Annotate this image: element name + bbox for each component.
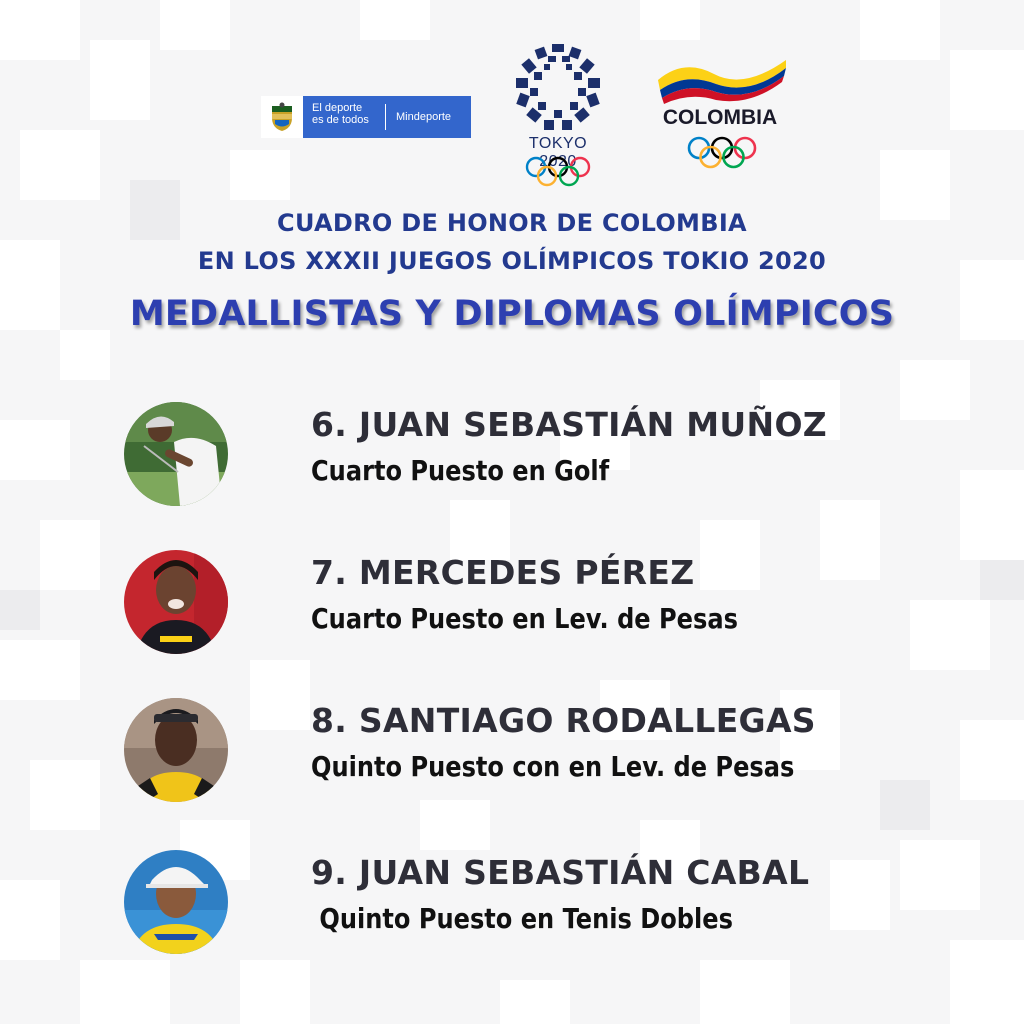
colombia-flag-wave-icon <box>654 56 788 104</box>
athlete-item <box>124 550 924 660</box>
mindeporte-logo <box>261 96 471 138</box>
athlete-photo <box>124 402 228 506</box>
mindeporte-label: Mindeporte <box>396 111 452 123</box>
page-title-line-2: EN LOS XXXII JUEGOS OLÍMPICOS TOKIO 2020 <box>197 247 827 275</box>
athlete-item <box>124 698 924 808</box>
olympic-rings-icon <box>686 136 758 170</box>
slogan-line-1: El deporte <box>312 102 363 114</box>
athlete-name: 7. MERCEDES PÉREZ <box>311 553 695 592</box>
page-title-line-1: CUADRO DE HONOR DE COLOMBIA <box>277 209 747 237</box>
tokyo-2020-logo <box>508 42 608 192</box>
athlete-photo <box>124 698 228 802</box>
colombia-olympic-logo <box>650 56 790 176</box>
page-subtitle: MEDALLISTAS Y DIPLOMAS OLÍMPICOS <box>129 294 895 334</box>
athlete-photo <box>124 850 228 954</box>
athlete-result: Quinto Puesto con en Lev. de Pesas <box>311 750 795 783</box>
mindeporte-slogan <box>303 96 385 138</box>
tokyo-emblem-icon <box>508 42 608 134</box>
athlete-result: Quinto Puesto en Tenis Dobles <box>311 902 733 935</box>
athlete-photo <box>124 550 228 654</box>
colombia-shield-icon <box>261 96 303 138</box>
colombia-label: COLOMBIA <box>662 106 778 129</box>
athlete-item <box>124 402 924 512</box>
athlete-result: Cuarto Puesto en Lev. de Pesas <box>311 602 738 635</box>
slogan-line-2: es de todos <box>312 114 369 126</box>
athlete-name: 6. JUAN SEBASTIÁN MUÑOZ <box>311 405 828 444</box>
athlete-name: 9. JUAN SEBASTIÁN CABAL <box>311 853 810 892</box>
athlete-result: Cuarto Puesto en Golf <box>311 454 610 487</box>
tokyo-label: TOKYO 2020 <box>528 135 588 170</box>
athlete-item <box>124 850 924 960</box>
olympic-rings-icon <box>524 156 592 188</box>
athlete-name: 8. SANTIAGO RODALLEGAS <box>311 701 816 740</box>
